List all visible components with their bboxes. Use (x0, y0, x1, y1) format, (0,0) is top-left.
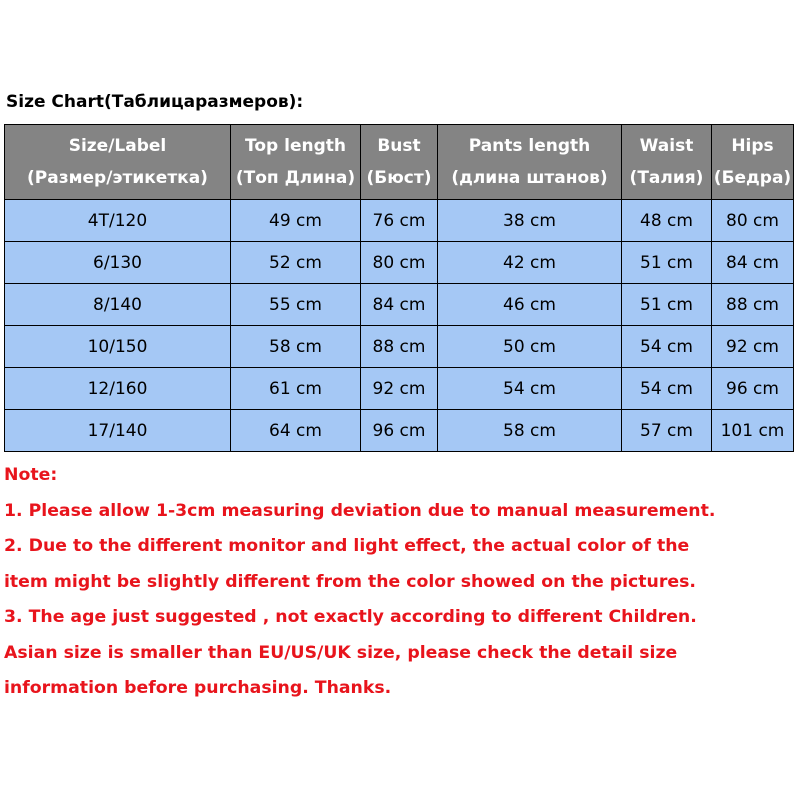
table-cell: 4T/120 (5, 200, 231, 242)
table-cell: 58 cm (231, 326, 361, 368)
table-header-row (5, 125, 794, 200)
table-cell: 38 cm (438, 200, 622, 242)
table-cell: 57 cm (622, 410, 712, 452)
notes-section (4, 458, 715, 707)
table-cell: 61 cm (231, 368, 361, 410)
note-line: Asian size is smaller than EU/US/UK size, please check the detail size (4, 642, 678, 663)
table-cell: 80 cm (712, 200, 794, 242)
table-cell: 54 cm (438, 368, 622, 410)
table-cell: 96 cm (361, 410, 438, 452)
table-cell: 92 cm (712, 326, 794, 368)
table-cell: 80 cm (361, 242, 438, 284)
table-cell: 55 cm (231, 284, 361, 326)
table-row (5, 200, 794, 242)
header-waist: Waist (Талия) (622, 125, 712, 200)
note-line: 2. Due to the different monitor and light effect, the actual color of the (4, 536, 690, 556)
table-cell: 51 cm (622, 242, 712, 284)
table-cell: 10/150 (5, 326, 231, 368)
size-table (4, 124, 794, 452)
notes-heading: Note: (4, 465, 58, 485)
table-cell: 42 cm (438, 242, 622, 284)
table-cell: 64 cm (231, 410, 361, 452)
note-line: item might be slightly different from the color showed on the pictures. (4, 571, 696, 592)
table-cell: 54 cm (622, 326, 712, 368)
table-row (5, 242, 794, 284)
table-cell: 88 cm (361, 326, 438, 368)
table-cell: 52 cm (231, 242, 361, 284)
table-cell: 96 cm (712, 368, 794, 410)
header-top-length: Top length (Топ Длина) (231, 125, 361, 200)
table-cell: 54 cm (622, 368, 712, 410)
page-title: Size Chart(Таблицаразмеров): (6, 92, 304, 112)
table-row (5, 368, 794, 410)
table-cell: 46 cm (438, 284, 622, 326)
table-cell: 51 cm (622, 284, 712, 326)
note-line: information before purchasing. Thanks. (4, 678, 392, 698)
table-cell: 88 cm (712, 284, 794, 326)
table-cell: 49 cm (231, 200, 361, 242)
table-cell: 84 cm (712, 242, 794, 284)
table-cell: 92 cm (361, 368, 438, 410)
table-cell: 76 cm (361, 200, 438, 242)
header-pants-length: Pants length (длина штанов) (438, 125, 622, 200)
table-row (5, 410, 794, 452)
table-row (5, 326, 794, 368)
note-line: 3. The age just suggested , not exactly according to different Children. (4, 607, 697, 627)
table-row (5, 284, 794, 326)
header-hips: Hips (Бедра) (712, 125, 794, 200)
table-cell: 17/140 (5, 410, 231, 452)
table-cell: 58 cm (438, 410, 622, 452)
table-cell: 84 cm (361, 284, 438, 326)
header-bust: Bust (Бюст) (361, 125, 438, 200)
table-cell: 6/130 (5, 242, 231, 284)
table-cell: 12/160 (5, 368, 231, 410)
table-cell: 8/140 (5, 284, 231, 326)
table-cell: 101 cm (712, 410, 794, 452)
note-line: 1. Please allow 1-3cm measuring deviation due to manual measurement. (4, 500, 716, 521)
table-cell: 50 cm (438, 326, 622, 368)
header-size-label: Size/Label (Размер/этикетка) (5, 125, 231, 200)
table-cell: 48 cm (622, 200, 712, 242)
